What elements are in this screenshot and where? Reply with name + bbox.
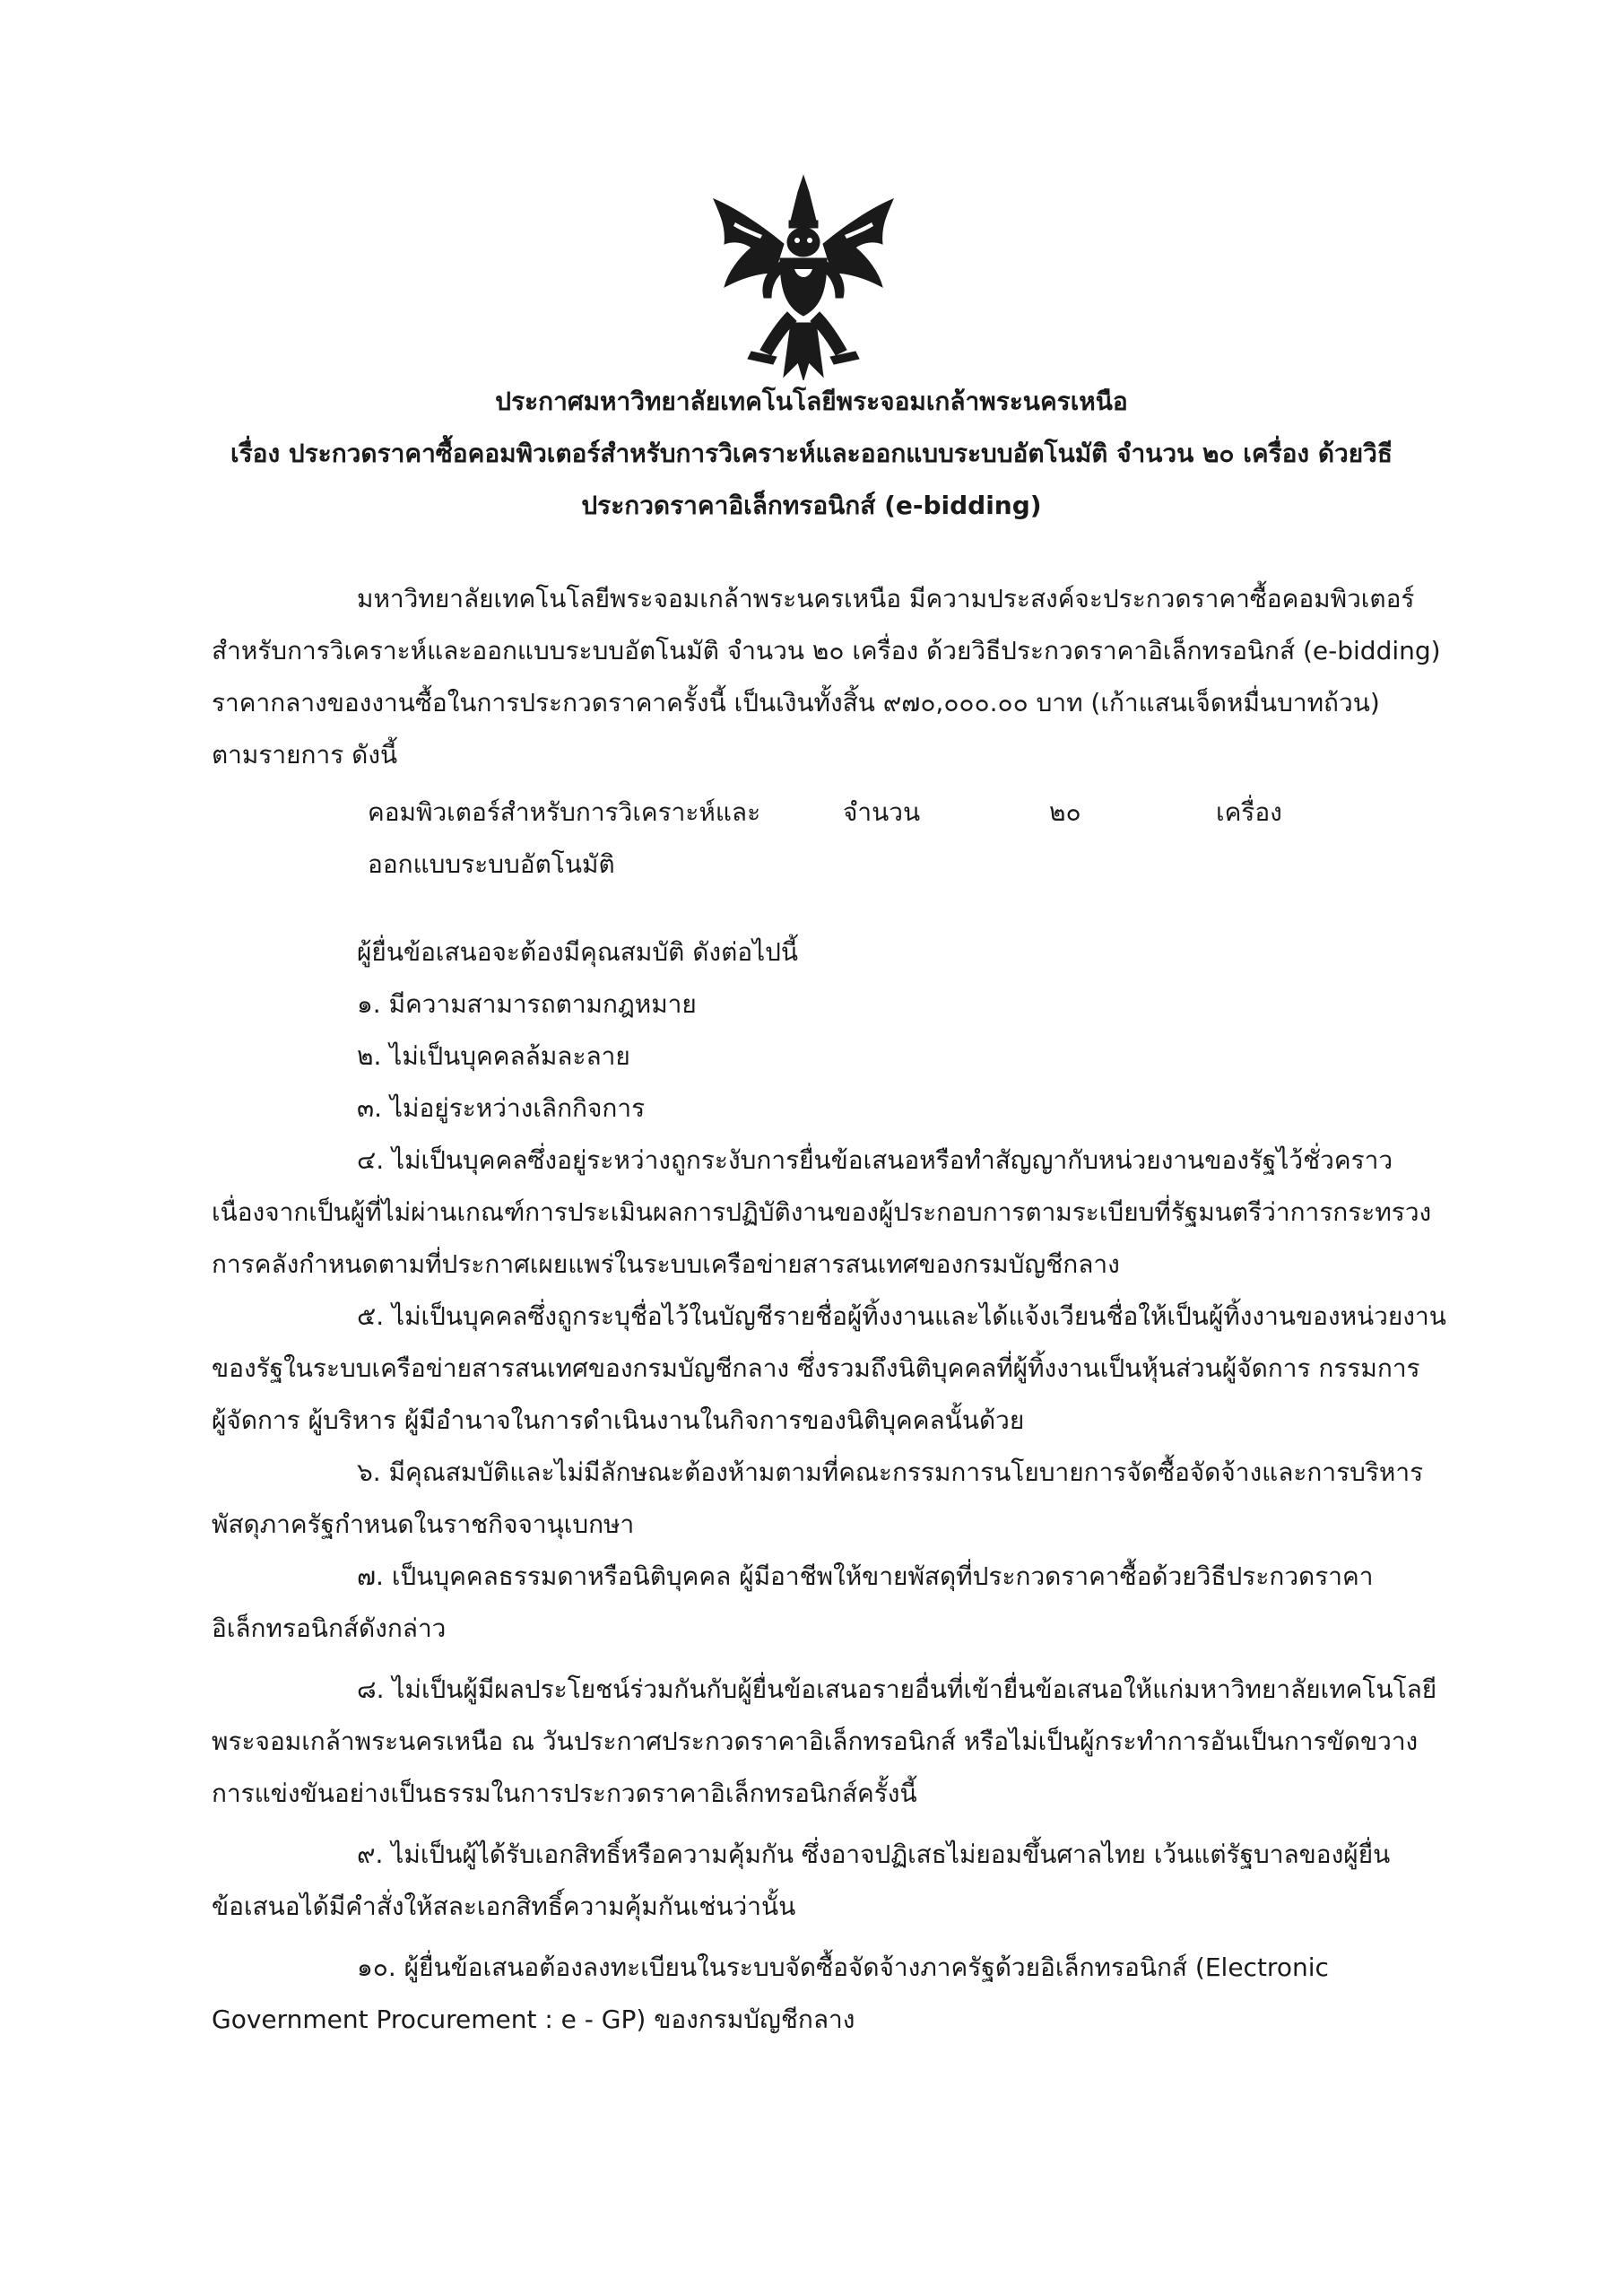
qualification-item: ๔. ไม่เป็นบุคคลซึ่งอยู่ระหว่างถูกระงับการยื่นข้อเสนอหรือทำสัญญากับหน่วยงานของรัฐไว้ชั่วคราว bbox=[357, 1145, 1393, 1175]
intro-line: มหาวิทยาลัยเทคโนโลยีพระจอมเกล้าพระนครเหนือ มีความประสงค์จะประกวดราคาซื้อคอมพิวเตอร์ bbox=[357, 584, 1415, 613]
qualification-item-continued: ข้อเสนอได้มีคำสั่งให้สละเอกสิทธิ์ความคุ้มกันเช่นว่านั้น bbox=[212, 1892, 796, 1921]
item-unit: เครื่อง bbox=[1216, 797, 1282, 827]
qualification-item: ๖. มีคุณสมบัติและไม่มีลักษณะต้องห้ามตามที่คณะกรรมการนโยบายการจัดซื้อจัดจ้างและการบริหาร bbox=[357, 1457, 1424, 1487]
qualification-item-continued: Government Procurement : e - GP) ของกรมบัญชีกลาง bbox=[212, 2005, 855, 2034]
qualification-item: ๓. ไม่อยู่ระหว่างเลิกกิจการ bbox=[357, 1093, 646, 1123]
qualification-item: ๕. ไม่เป็นบุคคลซึ่งถูกระบุชื่อไว้ในบัญชีรายชื่อผู้ทิ้งงานและได้แจ้งเวียนชื่อให้เป็นผู้ทิ้งงานของหน่วยงาน bbox=[357, 1301, 1446, 1331]
qualification-item: ๒. ไม่เป็นบุคคลล้มละลาย bbox=[357, 1041, 630, 1071]
intro-line: ตามรายการ ดังนี้ bbox=[212, 740, 398, 770]
qualification-item: ๘. ไม่เป็นผู้มีผลประโยชน์ร่วมกันกับผู้ยื่นข้อเสนอรายอื่นที่เข้ายื่นข้อเสนอให้แก่มหาวิทยาลัยเทคโนโลยี bbox=[357, 1674, 1437, 1704]
qualification-item-continued: อิเล็กทรอนิกส์ดังกล่าว bbox=[212, 1613, 447, 1643]
announcement-subject: เรื่อง ประกวดราคาซื้อคอมพิวเตอร์สำหรับการวิเคราะห์และออกแบบระบบอัตโนมัติ จำนวน ๒๐ เครื่อง ด้วยวิธี bbox=[230, 439, 1393, 468]
qualifications-heading: ผู้ยื่นข้อเสนอจะต้องมีคุณสมบัติ ดังต่อไปนี้ bbox=[357, 937, 799, 967]
item-quantity-value: ๒๐ bbox=[1049, 797, 1081, 827]
qualification-item-continued: พัสดุภาครัฐกำหนดในราชกิจจานุเบกษา bbox=[212, 1509, 635, 1539]
qualification-item: ๑๐. ผู้ยื่นข้อเสนอต้องลงทะเบียนในระบบจัดซื้อจัดจ้างภาครัฐด้วยอิเล็กทรอนิกส์ (Electronic bbox=[357, 1952, 1329, 1982]
qualification-item-continued: การแข่งขันอย่างเป็นธรรมในการประกวดราคาอิเล็กทรอนิกส์ครั้งนี้ bbox=[212, 1779, 917, 1808]
qualification-item: ๗. เป็นบุคคลธรรมดาหรือนิติบุคคล ผู้มีอาชีพให้ขายพัสดุที่ประกวดราคาซื้อด้วยวิธีประกวดราคา bbox=[357, 1561, 1374, 1591]
qualification-item-continued: การคลังกำหนดตามที่ประกาศเผยแพร่ในระบบเครือข่ายสารสนเทศของกรมบัญชีกลาง bbox=[212, 1249, 1120, 1279]
item-name-continued: ออกแบบระบบอัตโนมัติ bbox=[368, 849, 615, 879]
qualification-item-continued: เนื่องจากเป็นผู้ที่ไม่ผ่านเกณฑ์การประเมินผลการปฏิบัติงานของผู้ประกอบการตามระเบียบที่รัฐมนตรีว่าการกระทรวง bbox=[212, 1197, 1432, 1227]
item-name: คอมพิวเตอร์สำหรับการวิเคราะห์และ bbox=[368, 797, 761, 827]
qualification-item: ๑. มีความสามารถตามกฎหมาย bbox=[357, 989, 697, 1019]
item-quantity-label: จำนวน bbox=[843, 797, 921, 827]
qualification-item-continued: ผู้จัดการ ผู้บริหาร ผู้มีอำนาจในการดำเนินงานในกิจการของนิติบุคคลนั้นด้วย bbox=[212, 1405, 1025, 1435]
announcement-title: ประกาศมหาวิทยาลัยเทคโนโลยีพระจอมเกล้าพระนครเหนือ bbox=[495, 387, 1128, 416]
garuda-emblem bbox=[708, 172, 898, 380]
qualification-item-continued: พระจอมเกล้าพระนครเหนือ ณ วันประกาศประกวดราคาอิเล็กทรอนิกส์ หรือไม่เป็นผู้กระทำการอันเป็นการขัดขวาง bbox=[212, 1726, 1419, 1756]
qualification-item: ๙. ไม่เป็นผู้ได้รับเอกสิทธิ์หรือความคุ้มกัน ซึ่งอาจปฏิเสธไม่ยอมขึ้นศาลไทย เว้นแต่รัฐบาลของผู้ยื่น bbox=[357, 1839, 1391, 1869]
intro-line: สำหรับการวิเคราะห์และออกแบบระบบอัตโนมัติ จำนวน ๒๐ เครื่อง ด้วยวิธีประกวดราคาอิเล็กทรอนิกส์ (e-bidding) bbox=[212, 636, 1441, 665]
intro-line: ราคากลางของงานซื้อในการประกวดราคาครั้งนี้ เป็นเงินทั้งสิ้น ๙๗๐,๐๐๐.๐๐ บาท (เก้าแสนเจ็ดหมื่นบาทถ้วน) bbox=[212, 688, 1380, 718]
announcement-subject-continued: ประกวดราคาอิเล็กทรอนิกส์ (e-bidding) bbox=[581, 491, 1042, 520]
qualification-item-continued: ของรัฐในระบบเครือข่ายสารสนเทศของกรมบัญชีกลาง ซึ่งรวมถึงนิติบุคคลที่ผู้ทิ้งงานเป็นหุ้นส่วนผู้จัดการ กรรมการ bbox=[212, 1353, 1420, 1383]
